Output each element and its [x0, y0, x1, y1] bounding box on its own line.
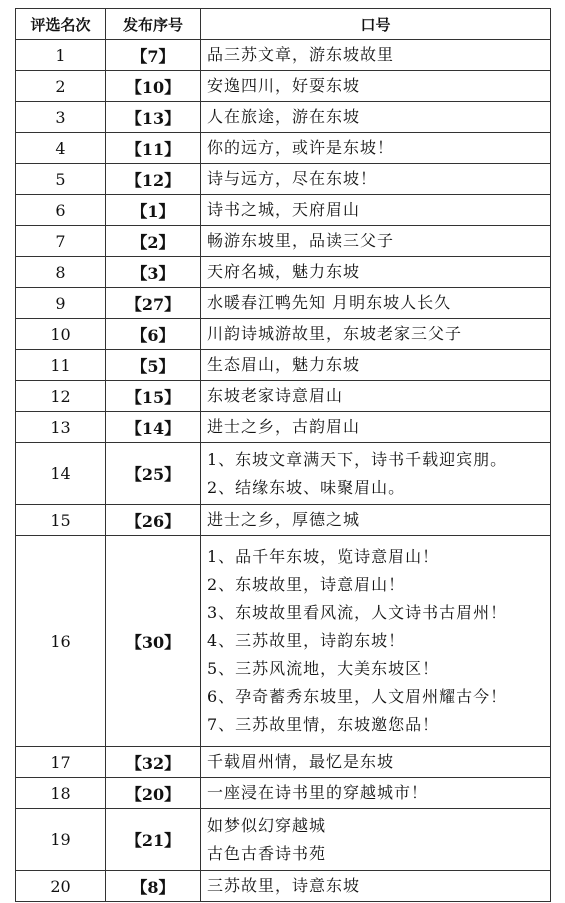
slogan-text: 品三苏文章，游东坡故里	[207, 45, 395, 64]
rank-cell: 1	[16, 40, 106, 71]
rank-cell: 12	[16, 381, 106, 412]
slogan-text: 你的远方，或许是东坡！	[207, 138, 395, 157]
slogan-text: 如梦似幻穿越城	[207, 815, 327, 835]
table-row	[16, 747, 551, 778]
slogan-cell	[201, 195, 551, 226]
slogan-cell	[201, 536, 551, 747]
slogan-text: 千载眉州情，最忆是东坡	[207, 752, 395, 771]
slogan-cell	[201, 102, 551, 133]
slogan-cell	[201, 412, 551, 443]
header-publish-number: 发布序号	[106, 9, 201, 40]
slogan-text: 安逸四川，好耍东坡	[207, 76, 361, 95]
rank-cell: 8	[16, 257, 106, 288]
slogan-text: 2、结缘东坡、味聚眉山。	[207, 477, 406, 497]
rank-cell: 15	[16, 505, 106, 536]
table-body	[16, 40, 551, 902]
rank-cell: 17	[16, 747, 106, 778]
rank-cell: 10	[16, 319, 106, 350]
publish-number-cell: 【25】	[106, 443, 201, 505]
publish-number-cell: 【1】	[106, 195, 201, 226]
table-row	[16, 443, 551, 505]
publish-number-cell: 【26】	[106, 505, 201, 536]
publish-number-cell: 【2】	[106, 226, 201, 257]
publish-number-cell: 【5】	[106, 350, 201, 381]
table-row	[16, 133, 551, 164]
table-row	[16, 350, 551, 381]
slogan-cell	[201, 257, 551, 288]
slogan-cell	[201, 226, 551, 257]
rank-cell: 4	[16, 133, 106, 164]
slogan-text: 进士之乡，古韵眉山	[207, 417, 361, 436]
slogan-text: 一座浸在诗书里的穿越城市！	[207, 783, 429, 802]
slogan-text: 7、三苏故里情，东坡邀您品！	[207, 715, 440, 734]
publish-number-cell: 【6】	[106, 319, 201, 350]
publish-number-cell: 【12】	[106, 164, 201, 195]
rank-cell: 14	[16, 443, 106, 505]
table-row	[16, 226, 551, 257]
header-slogan: 口号	[201, 9, 551, 40]
rank-cell: 9	[16, 288, 106, 319]
rank-cell: 2	[16, 71, 106, 102]
slogan-text: 进士之乡，厚德之城	[207, 510, 361, 529]
slogan-text: 三苏故里，诗意东坡	[207, 876, 361, 895]
table-row	[16, 412, 551, 443]
table-row	[16, 257, 551, 288]
slogan-cell	[201, 809, 551, 871]
slogan-cell	[201, 747, 551, 778]
table-row	[16, 40, 551, 71]
slogan-text: 天府名城，魅力东坡	[207, 262, 361, 281]
table-row	[16, 778, 551, 809]
slogan-cell	[201, 71, 551, 102]
slogan-cell	[201, 443, 551, 505]
slogan-text: 水暖春江鸭先知 月明东坡人长久	[207, 293, 452, 312]
table-row	[16, 871, 551, 902]
slogan-text: 诗与远方，尽在东坡！	[207, 169, 378, 188]
publish-number-cell: 【15】	[106, 381, 201, 412]
rank-cell: 16	[16, 536, 106, 747]
slogan-cell	[201, 164, 551, 195]
rank-cell: 5	[16, 164, 106, 195]
rank-cell: 18	[16, 778, 106, 809]
slogan-text: 川韵诗城游故里，东坡老家三父子	[207, 324, 463, 343]
publish-number-cell: 【30】	[106, 536, 201, 747]
slogan-cell	[201, 40, 551, 71]
publish-number-cell: 【32】	[106, 747, 201, 778]
rank-cell: 13	[16, 412, 106, 443]
slogan-cell	[201, 778, 551, 809]
slogan-text: 1、品千年东坡，览诗意眉山！	[207, 547, 440, 566]
rank-cell: 3	[16, 102, 106, 133]
header-row	[16, 9, 551, 40]
publish-number-cell: 【3】	[106, 257, 201, 288]
publish-number-cell: 【27】	[106, 288, 201, 319]
slogan-cell	[201, 350, 551, 381]
table-row	[16, 505, 551, 536]
publish-number-cell: 【14】	[106, 412, 201, 443]
slogan-text: 4、三苏故里，诗韵东坡！	[207, 631, 406, 650]
publish-number-cell: 【20】	[106, 778, 201, 809]
slogan-text: 3、东坡故里看风流，人文诗书古眉州！	[207, 603, 508, 622]
slogan-ranking-table	[15, 8, 551, 902]
publish-number-cell: 【21】	[106, 809, 201, 871]
rank-cell: 7	[16, 226, 106, 257]
table-row	[16, 195, 551, 226]
slogan-text: 诗书之城，天府眉山	[207, 200, 361, 219]
slogan-cell	[201, 871, 551, 902]
table-row	[16, 288, 551, 319]
header-rank: 评选名次	[16, 9, 106, 40]
publish-number-cell: 【7】	[106, 40, 201, 71]
slogan-text: 东坡老家诗意眉山	[207, 386, 344, 405]
slogan-text: 古色古香诗书苑	[207, 843, 327, 863]
table-row	[16, 809, 551, 871]
slogan-cell	[201, 288, 551, 319]
rank-cell: 20	[16, 871, 106, 902]
slogan-text: 2、东坡故里，诗意眉山！	[207, 575, 406, 594]
publish-number-cell: 【13】	[106, 102, 201, 133]
publish-number-cell: 【11】	[106, 133, 201, 164]
table-row	[16, 381, 551, 412]
table-row	[16, 319, 551, 350]
slogan-text: 生态眉山，魅力东坡	[207, 355, 361, 374]
slogan-cell	[201, 381, 551, 412]
slogan-text: 畅游东坡里，品读三父子	[207, 231, 395, 250]
slogan-text: 6、孕奇蓄秀东坡里，人文眉州耀古今！	[207, 687, 508, 706]
rank-cell: 19	[16, 809, 106, 871]
table-row	[16, 71, 551, 102]
slogan-cell	[201, 133, 551, 164]
table-row	[16, 164, 551, 195]
rank-cell: 6	[16, 195, 106, 226]
slogan-cell	[201, 319, 551, 350]
rank-cell: 11	[16, 350, 106, 381]
publish-number-cell: 【8】	[106, 871, 201, 902]
slogan-text: 1、东坡文章满天下，诗书千载迎宾朋。	[207, 449, 508, 469]
table-row	[16, 536, 551, 747]
slogan-cell	[201, 505, 551, 536]
publish-number-cell: 【10】	[106, 71, 201, 102]
table-row	[16, 102, 551, 133]
slogan-text: 人在旅途，游在东坡	[207, 107, 361, 126]
slogan-text: 5、三苏风流地，大美东坡区！	[207, 659, 440, 678]
